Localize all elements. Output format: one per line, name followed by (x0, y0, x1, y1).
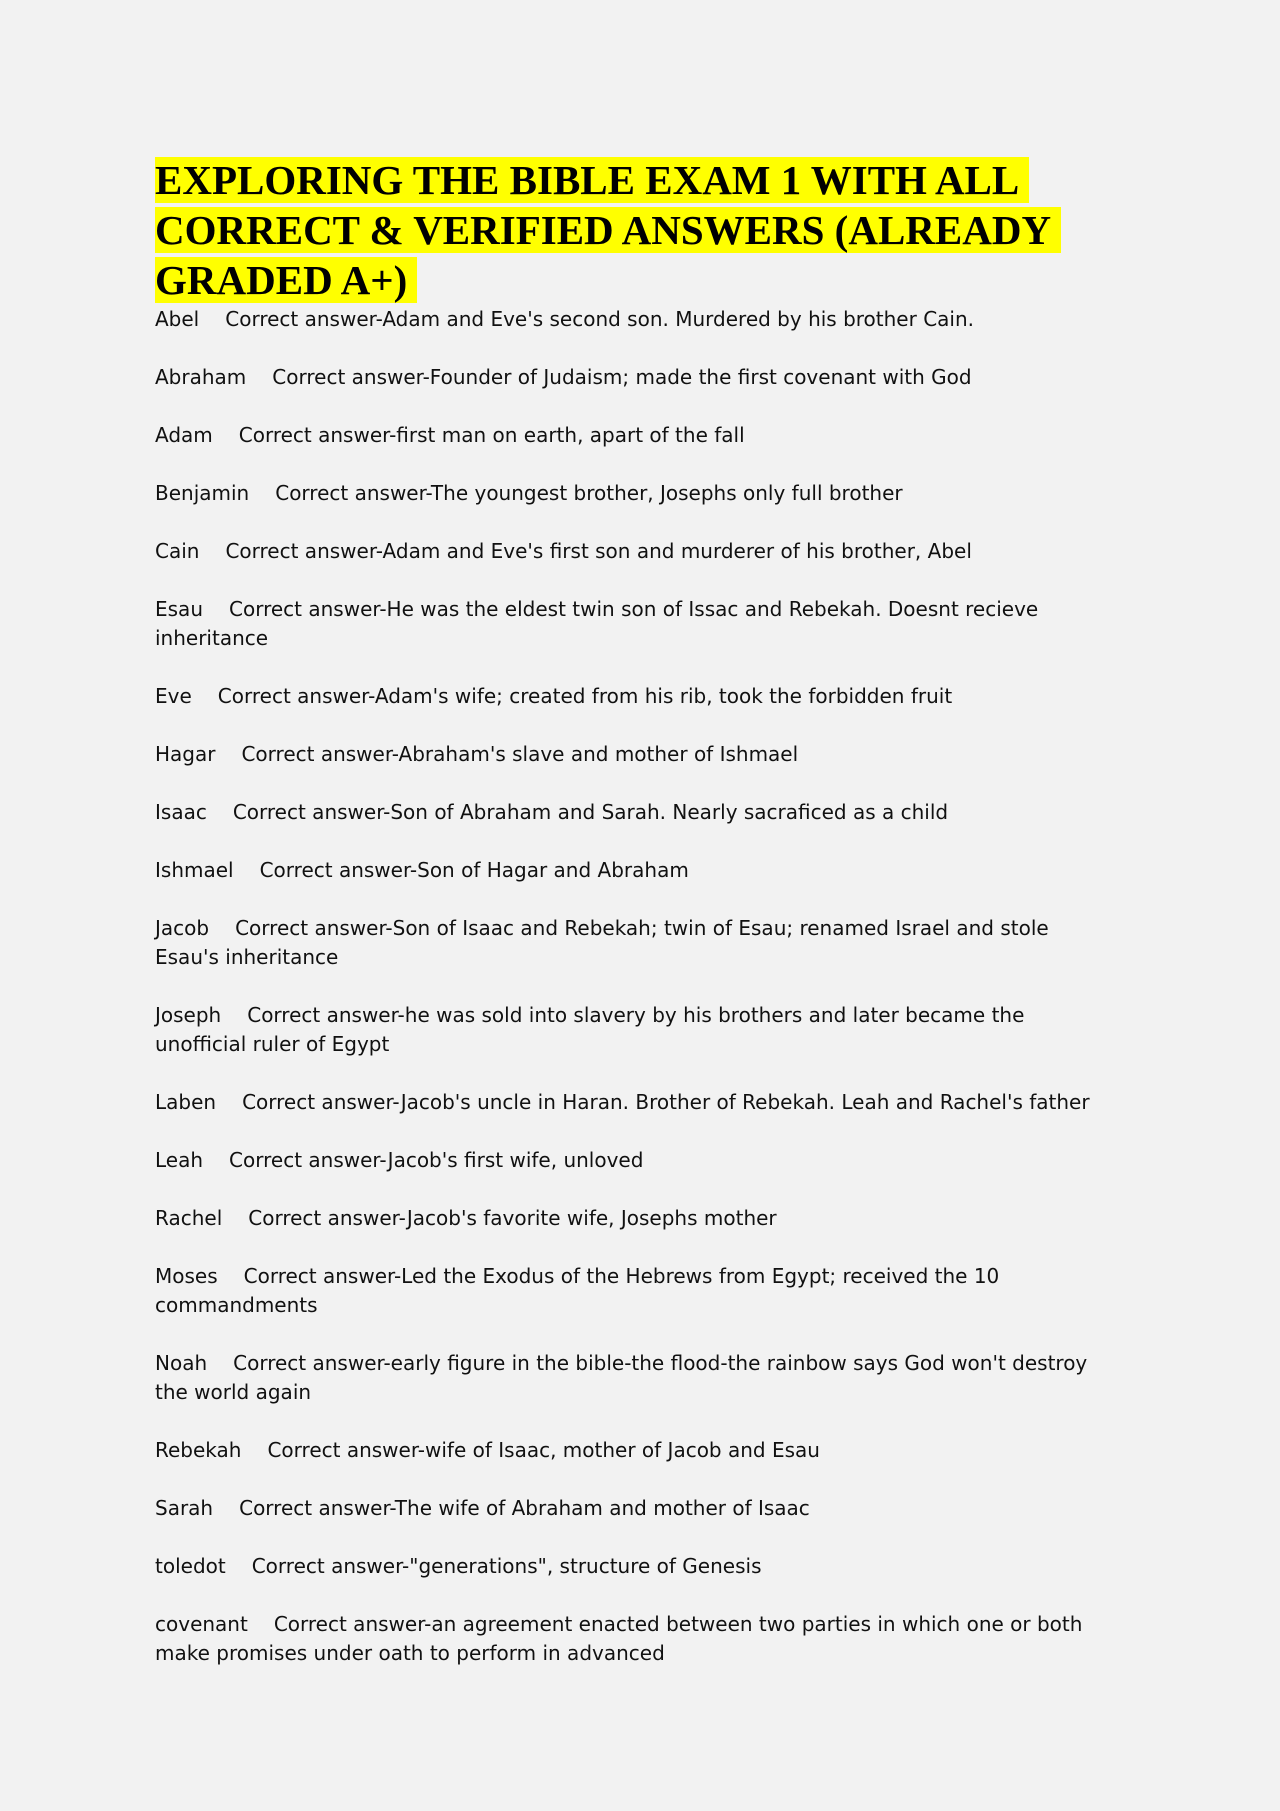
term-entry (155, 479, 1115, 508)
answer-text: Correct answer-Jacob's uncle in Haran. Brother of Rebekah. Leah and Rachel's father (242, 1090, 1090, 1114)
term-entry (155, 1204, 1115, 1233)
term-entry (155, 421, 1115, 450)
answer-text: Correct answer-The wife of Abraham and mother of Isaac (239, 1496, 810, 1520)
term-entry (155, 1610, 1115, 1668)
term-entry (155, 798, 1115, 827)
term-entry (155, 1088, 1115, 1117)
answer-text: Correct answer-"generations", structure of Genesis (251, 1554, 762, 1578)
answer-text: Correct answer-first man on earth, apart of the fall (238, 423, 745, 447)
answer-text: Correct answer-he was sold into slavery by his brothers and later became the unofficial ruler of Egypt (155, 1003, 1025, 1056)
term-label: Esau (155, 597, 203, 621)
term-label: Laben (155, 1090, 217, 1114)
term-label: Abel (155, 307, 200, 331)
answer-text: Correct answer-Adam's wife; created from his rib, took the forbidden fruit (217, 684, 953, 708)
document-title (155, 155, 1115, 305)
document-page (155, 155, 1115, 1697)
answer-text: Correct answer-Founder of Judaism; made the first covenant with God (272, 365, 972, 389)
title-highlight: EXPLORING THE BIBLE EXAM 1 WITH ALL CORRECT & VERIFIED ANSWERS (ALREADY GRADED A+) (155, 157, 1061, 303)
answer-text: Correct answer-He was the eldest twin son of Issac and Rebekah. Doesnt recieve inheritance (155, 597, 1039, 650)
term-entry (155, 1146, 1115, 1175)
answer-text: Correct answer-Son of Isaac and Rebekah; twin of Esau; renamed Israel and stole Esau's inheritance (155, 916, 1049, 969)
term-entry (155, 595, 1115, 653)
term-entry (155, 363, 1115, 392)
term-entry (155, 1494, 1115, 1523)
answer-text: Correct answer-Jacob's favorite wife, Josephs mother (248, 1206, 777, 1230)
term-entry (155, 1262, 1115, 1320)
answer-text: Correct answer-early figure in the bible-the flood-the rainbow says God won't destroy the world again (155, 1351, 1088, 1404)
term-label: Benjamin (155, 481, 250, 505)
term-label: covenant (155, 1612, 248, 1636)
term-label: Adam (155, 423, 213, 447)
answer-text: Correct answer-Led the Exodus of the Hebrews from Egypt; received the 10 commandments (155, 1264, 1000, 1317)
term-entry (155, 682, 1115, 711)
term-label: Eve (155, 684, 192, 708)
answer-text: Correct answer-Jacob's first wife, unloved (229, 1148, 644, 1172)
term-label: Moses (155, 1264, 218, 1288)
term-label: toledot (155, 1554, 226, 1578)
term-label: Rachel (155, 1206, 223, 1230)
answer-text: Correct answer-wife of Isaac, mother of Jacob and Esau (267, 1438, 820, 1462)
answer-text: Correct answer-Adam and Eve's second son. Murdered by his brother Cain. (225, 307, 974, 331)
term-entry (155, 740, 1115, 769)
term-entry (155, 305, 1115, 334)
term-list (155, 305, 1115, 1668)
answer-text: Correct answer-Abraham's slave and mother of Ishmael (241, 742, 799, 766)
term-label: Joseph (155, 1003, 222, 1027)
term-label: Sarah (155, 1496, 214, 1520)
term-entry (155, 1552, 1115, 1581)
term-entry (155, 856, 1115, 885)
term-entry (155, 1349, 1115, 1407)
term-entry (155, 537, 1115, 566)
term-label: Jacob (155, 916, 210, 940)
term-label: Cain (155, 539, 200, 563)
answer-text: Correct answer-The youngest brother, Josephs only full brother (275, 481, 903, 505)
term-label: Ishmael (155, 858, 234, 882)
term-label: Hagar (155, 742, 216, 766)
answer-text: Correct answer-Adam and Eve's first son and murderer of his brother, Abel (225, 539, 972, 563)
term-label: Isaac (155, 800, 207, 824)
term-entry (155, 914, 1115, 972)
answer-text: Correct answer-Son of Abraham and Sarah. Nearly sacraficed as a child (232, 800, 949, 824)
term-label: Leah (155, 1148, 204, 1172)
term-label: Noah (155, 1351, 208, 1375)
term-label: Rebekah (155, 1438, 242, 1462)
answer-text: Correct answer-Son of Hagar and Abraham (259, 858, 689, 882)
term-label: Abraham (155, 365, 247, 389)
term-entry (155, 1001, 1115, 1059)
term-entry (155, 1436, 1115, 1465)
answer-text: Correct answer-an agreement enacted between two parties in which one or both make promises under oath to perform in advanced (155, 1612, 1083, 1665)
